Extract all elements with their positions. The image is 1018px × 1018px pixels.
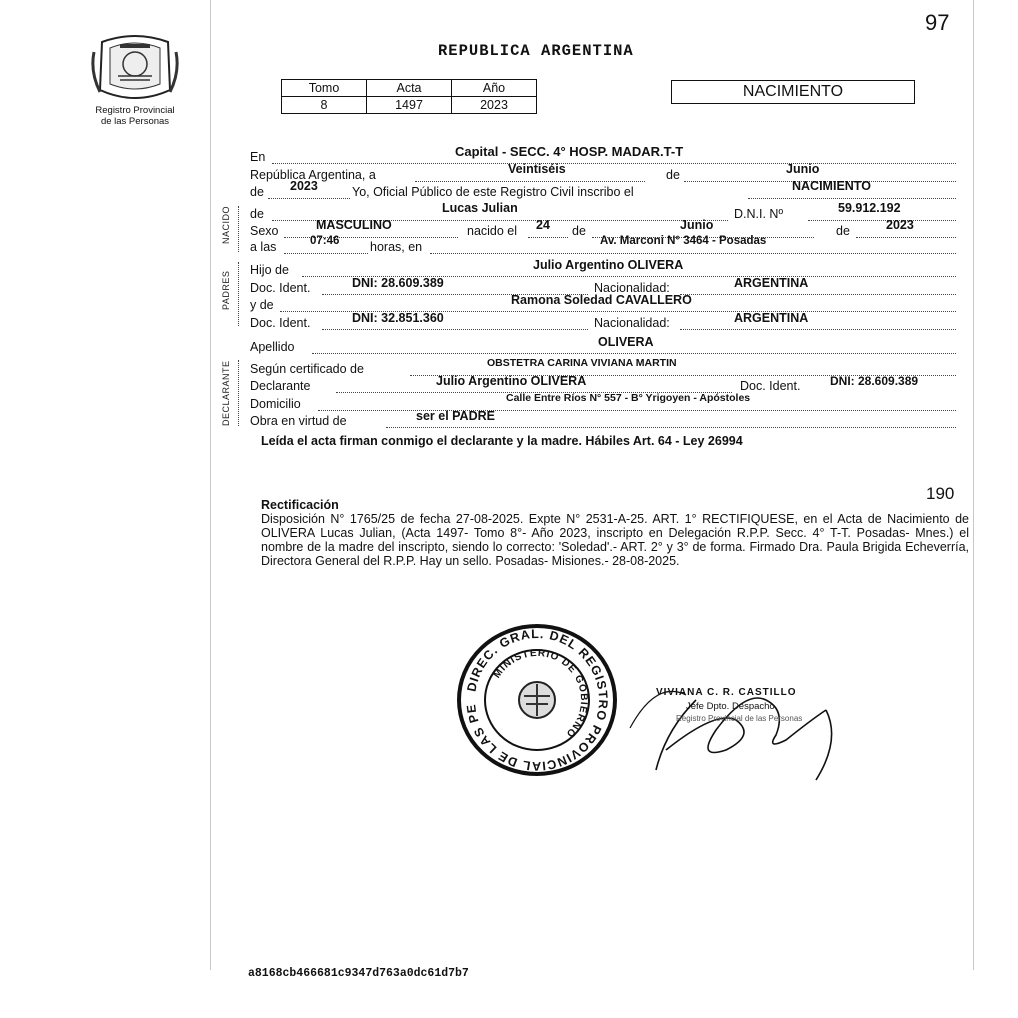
official-seal: [456, 622, 618, 778]
signature-name: VIVIANA C. R. CASTILLO: [656, 687, 797, 698]
closing-statement: Leída el acta firman conmigo el declarante y la madre. Hábiles Art. 64 - Ley 26994: [261, 434, 743, 448]
seal-ring-text: DIREC. GRAL. DEL REGISTRO PROVINCIAL DE LAS PE: [463, 626, 611, 774]
dotted-line: [322, 329, 588, 330]
label-apellido: Apellido: [250, 340, 295, 354]
field-dni: 59.912.192: [838, 201, 901, 215]
field-certificado: OBSTETRA CARINA VIVIANA MARTIN: [487, 357, 677, 369]
label-de-word: de: [666, 168, 680, 182]
record-ref-value: 2023: [452, 97, 537, 114]
field-anio: 2023: [290, 179, 318, 193]
dotted-line: [680, 329, 956, 330]
record-ref-header: Tomo: [282, 80, 367, 97]
record-ref-value: 8: [282, 97, 367, 114]
record-ref-value: 1497: [367, 97, 452, 114]
rectificacion-text: Disposición N° 1765/25 de fecha 27-08-2025. Expte N° 2531-A-25. ART. 1° RECTIFIQUESE, en el Acta de Nacimiento de OLIVERA Lucas Julian, (Acta 1497- Tomo 8°- Año 2023, inscripto en Delegación R.P.P. Secc. 4° T-T. Posadas- Mnes.) el nombre de la madre del inscripto, siendo lo correcto: 'Soledad'.- ART. 2° y 3° de forma. Firmado Dra. Paula Brigida Echeverría, Directora General del R.P.P. Hay un sello. Posadas- Misiones.- 28-08-2025.: [261, 512, 969, 568]
field-anio-nac: 2023: [886, 218, 914, 232]
label-domicilio: Domicilio: [250, 397, 301, 411]
dotted-line: [856, 237, 956, 238]
field-sexo: MASCULINO: [316, 218, 392, 232]
label-doc-ident-declarante: Doc. Ident.: [740, 379, 801, 393]
dotted-line: [680, 294, 956, 295]
logo-caption-line-2: de las Personas: [100, 116, 170, 127]
record-type-box: NACIMIENTO: [671, 80, 915, 104]
label-segun: Según certificado de: [250, 362, 364, 376]
field-dia: Veintiséis: [508, 162, 566, 176]
label-de-mid: de: [572, 224, 586, 238]
field-mes-nac: Junio: [680, 218, 714, 232]
field-declarante: Julio Argentino OLIVERA: [436, 374, 587, 388]
field-padre: Julio Argentino OLIVERA: [533, 258, 684, 272]
dotted-line: [415, 181, 645, 182]
province-logo: [90, 32, 180, 104]
field-madre-nac: ARGENTINA: [734, 311, 809, 325]
field-madre-doc: DNI: 32.851.360: [352, 311, 444, 325]
label-nacionalidad: Nacionalidad:: [594, 316, 670, 330]
label-nacionalidad: Nacionalidad:: [594, 281, 670, 295]
page-number: 97: [925, 10, 950, 35]
seal-inner-text: MINISTERIO DE GOBIERNO: [491, 647, 590, 740]
dotted-line: [430, 253, 956, 254]
label-de-end: de: [836, 224, 850, 238]
record-ref-header-row: [282, 80, 537, 97]
label-horas-en: horas, en: [370, 240, 423, 254]
record-ref-header: Año: [452, 80, 537, 97]
right-page-border: [973, 0, 974, 970]
label-de-name: de: [250, 207, 264, 221]
dotted-line: [808, 220, 956, 221]
label-doc-ident: Doc. Ident.: [250, 281, 311, 295]
side-label-declarante: DECLARANTE: [221, 360, 231, 426]
signature: [626, 640, 866, 790]
field-apellido: OLIVERA: [598, 335, 654, 349]
record-ref-header: Acta: [367, 80, 452, 97]
seal-icon: [456, 622, 618, 778]
dotted-line: [272, 163, 956, 164]
declarante-bracket: [238, 360, 239, 426]
rectificacion-number: 190: [926, 484, 955, 503]
logo-caption-line-1: Registro Provincial: [95, 105, 175, 116]
field-tipo: NACIMIENTO: [792, 179, 871, 193]
field-padre-nac: ARGENTINA: [734, 276, 809, 290]
document-hash: a8168cb466681c9347d763a0dc61d7b7: [248, 967, 469, 980]
label-nacido-el: nacido el: [467, 224, 518, 238]
logo-caption: [70, 105, 200, 127]
label-dni: D.N.I. Nº: [734, 207, 784, 221]
side-label-nacido: NACIDO: [221, 205, 231, 244]
signature-role: Jefe Dpto. Despacho: [686, 701, 775, 712]
field-declarante-doc: DNI: 28.609.389: [830, 374, 919, 388]
nacido-bracket: [238, 206, 239, 252]
field-obra: ser el PADRE: [416, 409, 495, 423]
record-ref-table: [281, 79, 537, 114]
padres-bracket: [238, 262, 239, 326]
left-page-border: [210, 0, 211, 970]
field-lugar: Capital - SECC. 4° HOSP. MADAR.T-T: [455, 144, 684, 159]
dotted-line: [312, 353, 956, 354]
label-hijo-de: Hijo de: [250, 263, 289, 277]
dotted-line: [268, 198, 350, 199]
field-hora: 07:46: [310, 235, 340, 247]
document-title: REPUBLICA ARGENTINA: [438, 42, 634, 60]
field-padre-doc: DNI: 28.609.389: [352, 276, 444, 290]
label-a-las: a las: [250, 240, 277, 254]
signature-org: Registro Provincial de las Personas: [676, 714, 803, 723]
label-en: En: [250, 150, 266, 164]
label-y-de: y de: [250, 298, 274, 312]
side-label-padres: PADRES: [221, 270, 231, 310]
dotted-line: [528, 237, 568, 238]
field-lugar-nac: Av. Marconi N° 3464 - Posadas: [600, 235, 767, 247]
field-mes: Junio: [786, 162, 820, 176]
dotted-line: [318, 410, 956, 411]
field-dia-nac: 24: [536, 218, 550, 232]
coat-of-arms-icon: [90, 32, 180, 104]
label-oficial: Yo, Oficial Público de este Registro Civil inscribo el: [352, 185, 634, 199]
label-republica: República Argentina, a: [250, 168, 376, 182]
rectificacion-title: Rectificación: [261, 498, 339, 512]
dotted-line: [284, 253, 368, 254]
record-ref-value-row: [282, 97, 537, 114]
field-madre: Ramona Soledad CAVALLERO: [511, 293, 692, 307]
label-de-pre: de: [250, 185, 264, 199]
dotted-line: [386, 427, 956, 428]
label-doc-ident: Doc. Ident.: [250, 316, 311, 330]
dotted-line: [748, 198, 956, 199]
field-domicilio: Calle Entre Ríos N° 557 - B° Yrigoyen - Apóstoles: [506, 392, 751, 404]
label-declarante: Declarante: [250, 379, 311, 393]
label-obra: Obra en virtud de: [250, 414, 347, 428]
field-nombre: Lucas Julian: [442, 201, 518, 215]
label-sexo: Sexo: [250, 224, 279, 238]
